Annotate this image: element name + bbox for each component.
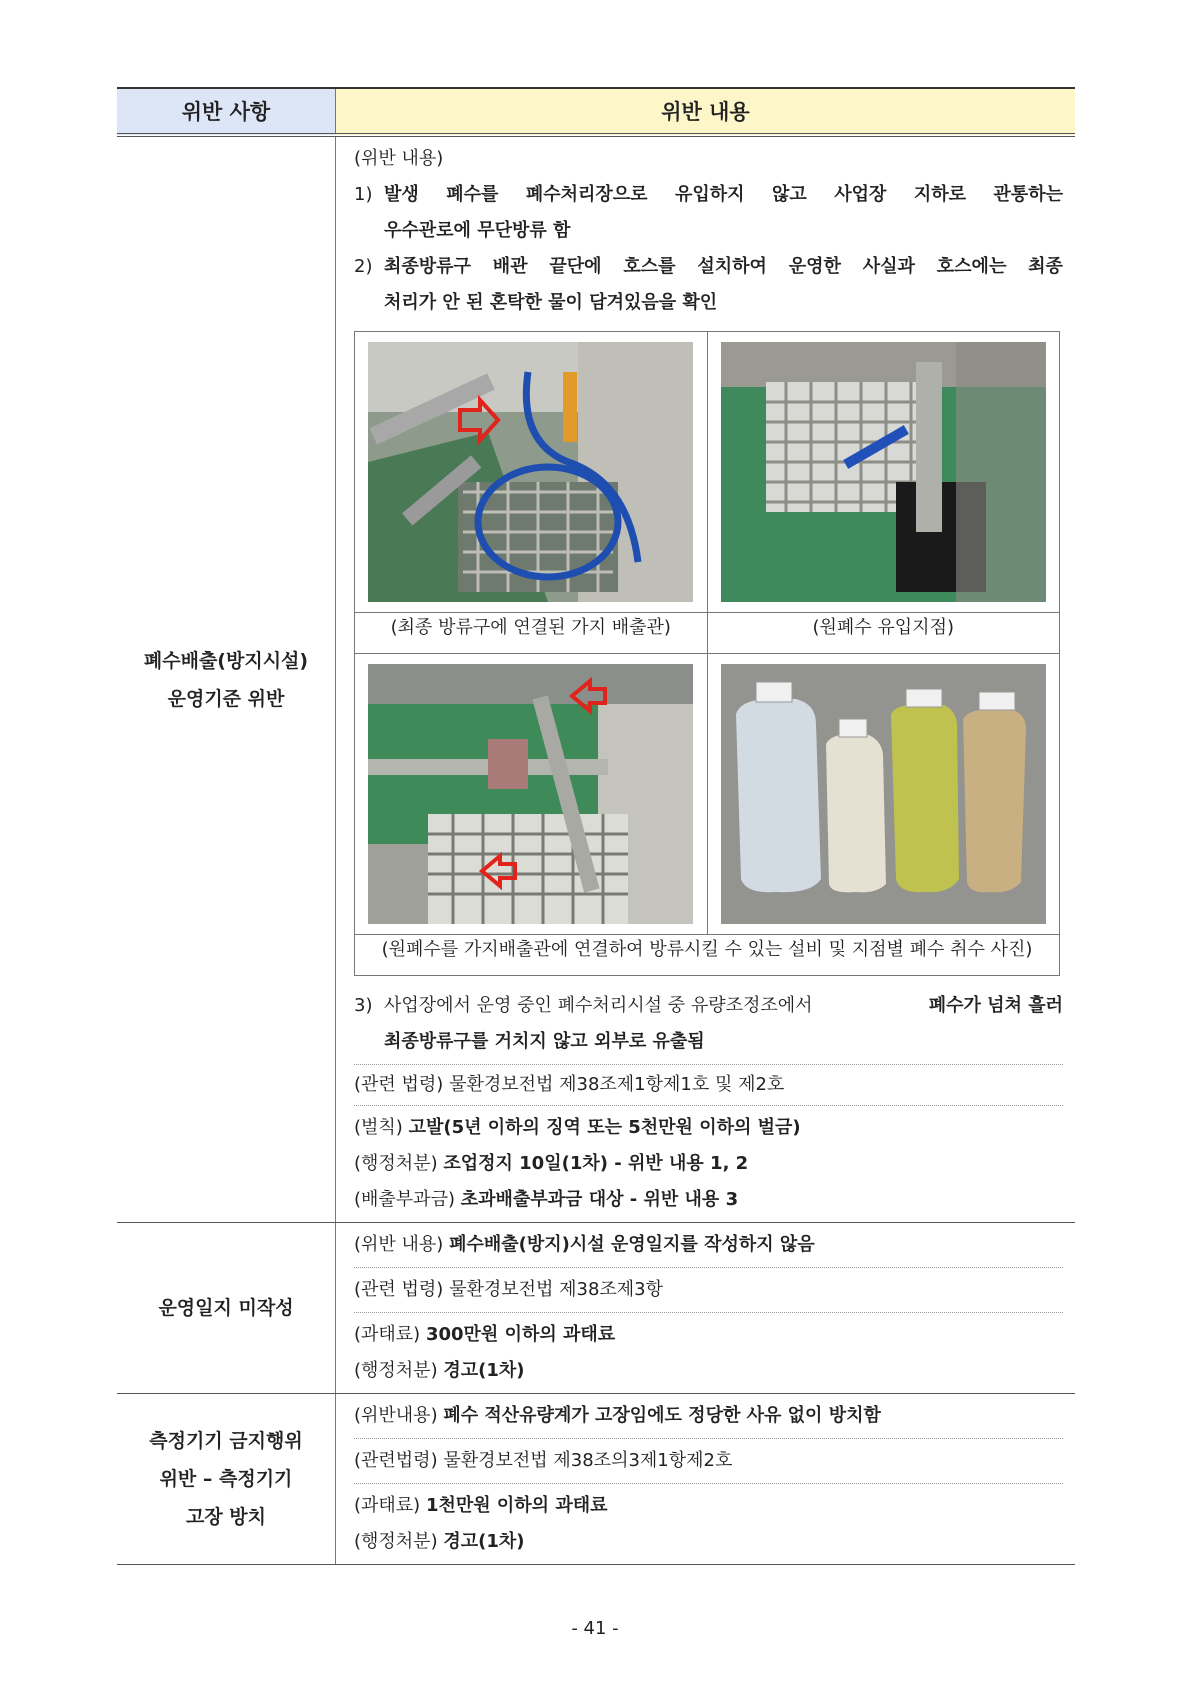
item2-word: 최종방류구 — [384, 256, 471, 277]
section1-title: 폐수배출(방지시설) 운영기준 위반 — [117, 135, 336, 1223]
item2-line2: 처리가 안 된 혼탁한 물이 담겨있음을 확인 — [384, 292, 718, 313]
item1-word: 사업장 — [834, 184, 887, 205]
branch-pipe-image — [368, 342, 693, 602]
item1-word: 지하로 — [913, 184, 966, 205]
item2-word: 최종 — [1028, 256, 1063, 277]
item1-line2: 우수관로에 무단방류 함 — [384, 220, 571, 241]
related-law: (관련 법령) 물환경보전법 제38조제1항제1호 및 제2호 — [354, 1064, 1063, 1105]
photo-equipment — [355, 654, 708, 935]
item1-word: 관통하는 — [993, 184, 1063, 205]
item2-word: 호스에는 — [936, 256, 1007, 277]
photo-grid — [354, 331, 1060, 976]
item3-line2: 최종방류구를 거치지 않고 외부로 유출됨 — [384, 1031, 705, 1052]
section1-content — [336, 135, 1076, 1223]
section3-content: (위반내용) 폐수 적산유량계가 고장임에도 정당한 사유 없이 방치함 (관련법령) 물환경보전법 제38조의3제1항제2호 (과태료) 1천만원 이하의 과태료 (행정처분) 경고(1차) — [336, 1394, 1076, 1565]
penalties-block: (벌칙) 고발(5년 이하의 징역 또는 5천만원 이하의 벌금) (행정처분) 조업정지 10일(1차) - 위반 내용 1, 2 (배출부과금) 초과배출부과금 대상 - 위반 내용 3 — [354, 1105, 1063, 1222]
document-page — [117, 87, 1075, 1565]
item1-word: 않고 — [771, 184, 807, 205]
item2-word: 운영한 — [788, 256, 841, 277]
section-operation-log — [117, 1223, 1075, 1394]
section2-content: (위반 내용) 폐수배출(방지)시설 운영일지를 작성하지 않음 (관련 법령) 물환경보전법 제38조제3항 (과태료) 300만원 이하의 과태료 (행정처분) 경고(1차) — [336, 1223, 1076, 1394]
section3-title: 측정기기 금지행위 위반 – 측정기기 고장 방치 — [117, 1394, 336, 1565]
water-samples-image — [721, 664, 1046, 924]
item2-word: 사실과 — [862, 256, 915, 277]
page-number: - 41 - — [571, 1618, 619, 1639]
item1-line1: 1) 발생 폐수를 폐수처리장으로 유입하지 않고 사업장 지하로 관통하는 — [354, 177, 1063, 213]
item1-word: 발생 — [384, 184, 419, 205]
caption-branch-pipe: (최종 방류구에 연결된 가지 배출관) — [355, 613, 708, 654]
item2-word: 배관 — [492, 256, 528, 277]
header-violation-content: 위반 내용 — [336, 88, 1076, 135]
item3-line1: 3) 사업장에서 운영 중인 폐수처리시설 중 유량조정조에서 폐수가 넘쳐 흘러 — [354, 995, 1063, 1016]
item2-word: 끝단에 — [549, 256, 602, 277]
violation-table — [117, 87, 1075, 1565]
item1-word: 폐수를 — [446, 184, 499, 205]
photo-samples — [707, 654, 1060, 935]
item2-word: 호스를 — [623, 256, 676, 277]
caption-equipment-samples: (원폐수를 가지배출관에 연결하여 방류시킬 수 있는 설비 및 지점별 폐수 취수 사진) — [355, 935, 1060, 976]
item1-word: 폐수처리장으로 — [525, 184, 648, 205]
header-violation-item: 위반 사항 — [117, 88, 336, 135]
equipment-image — [368, 664, 693, 924]
photo-raw-inflow — [707, 332, 1060, 613]
raw-inflow-image — [721, 342, 1046, 602]
item2-line1: 2) 최종방류구 배관 끝단에 호스를 설치하여 운영한 사실과 호스에는 최종 — [354, 249, 1063, 285]
intro-label: (위반 내용) — [354, 148, 444, 169]
item2-word: 설치하여 — [697, 256, 767, 277]
caption-raw-inflow: (원폐수 유입지점) — [707, 613, 1060, 654]
section-measuring-device — [117, 1394, 1075, 1565]
section-wastewater-operation — [117, 135, 1075, 1223]
photo-branch-pipe — [355, 332, 708, 613]
item1-word: 유입하지 — [674, 184, 745, 205]
section2-title: 운영일지 미작성 — [117, 1223, 336, 1394]
